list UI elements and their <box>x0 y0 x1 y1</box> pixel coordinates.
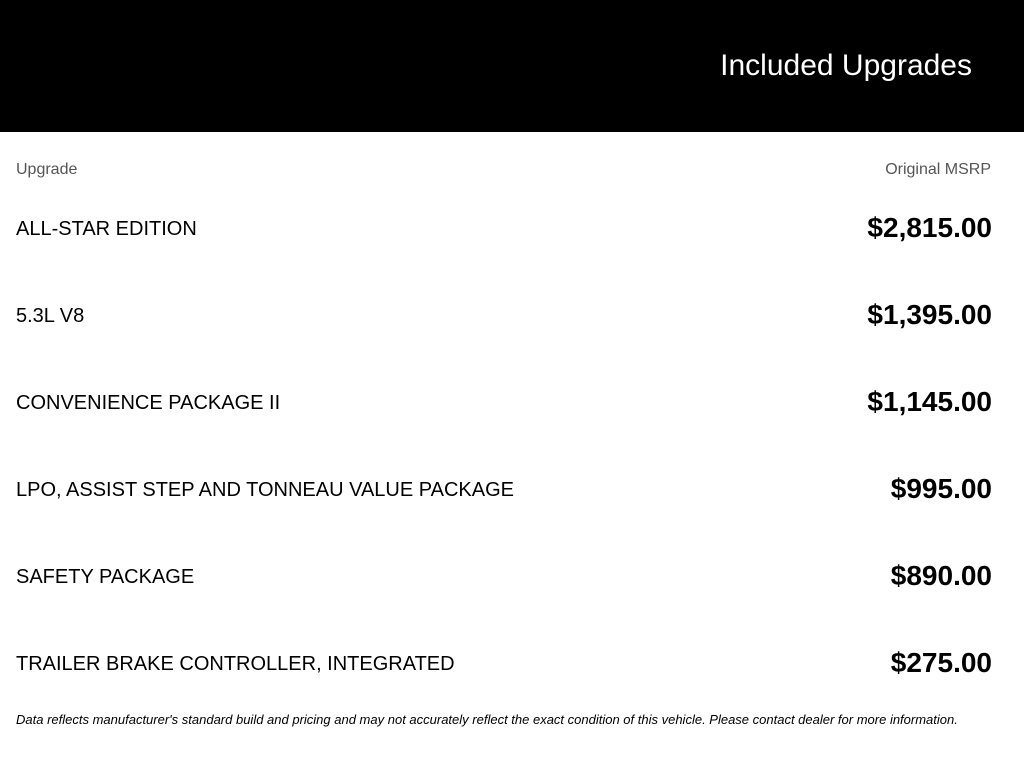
upgrades-list <box>0 184 1024 706</box>
upgrade-name: ALL-STAR EDITION <box>16 218 197 240</box>
upgrade-row <box>0 271 1024 358</box>
disclaimer-text: Data reflects manufacturer's standard build and pricing and may not accurately reflect the exact condition of this vehicle. Please contact dealer for more information. <box>16 712 958 727</box>
upgrade-price: $2,815.00 <box>867 212 992 243</box>
upgrade-name: TRAILER BRAKE CONTROLLER, INTEGRATED <box>16 653 455 675</box>
upgrade-price: $890.00 <box>890 560 992 591</box>
upgrade-name: 5.3L V8 <box>16 305 85 327</box>
upgrade-row <box>0 445 1024 532</box>
header-bar <box>0 0 1024 132</box>
column-header-original-msrp: Original MSRP <box>885 161 991 178</box>
upgrade-row <box>0 532 1024 619</box>
upgrade-name: LPO, ASSIST STEP AND TONNEAU VALUE PACKAGE <box>16 479 514 501</box>
upgrade-name: SAFETY PACKAGE <box>16 566 195 588</box>
upgrade-price: $995.00 <box>890 473 992 504</box>
column-header-upgrade: Upgrade <box>16 161 78 178</box>
upgrade-row <box>0 358 1024 445</box>
upgrade-price: $1,395.00 <box>867 299 992 330</box>
upgrade-price: $1,145.00 <box>867 386 992 417</box>
upgrade-price: $275.00 <box>890 647 992 678</box>
upgrade-name: CONVENIENCE PACKAGE II <box>16 392 281 414</box>
upgrade-row <box>0 184 1024 271</box>
upgrade-row <box>0 619 1024 706</box>
page-title: Included Upgrades <box>720 49 972 82</box>
